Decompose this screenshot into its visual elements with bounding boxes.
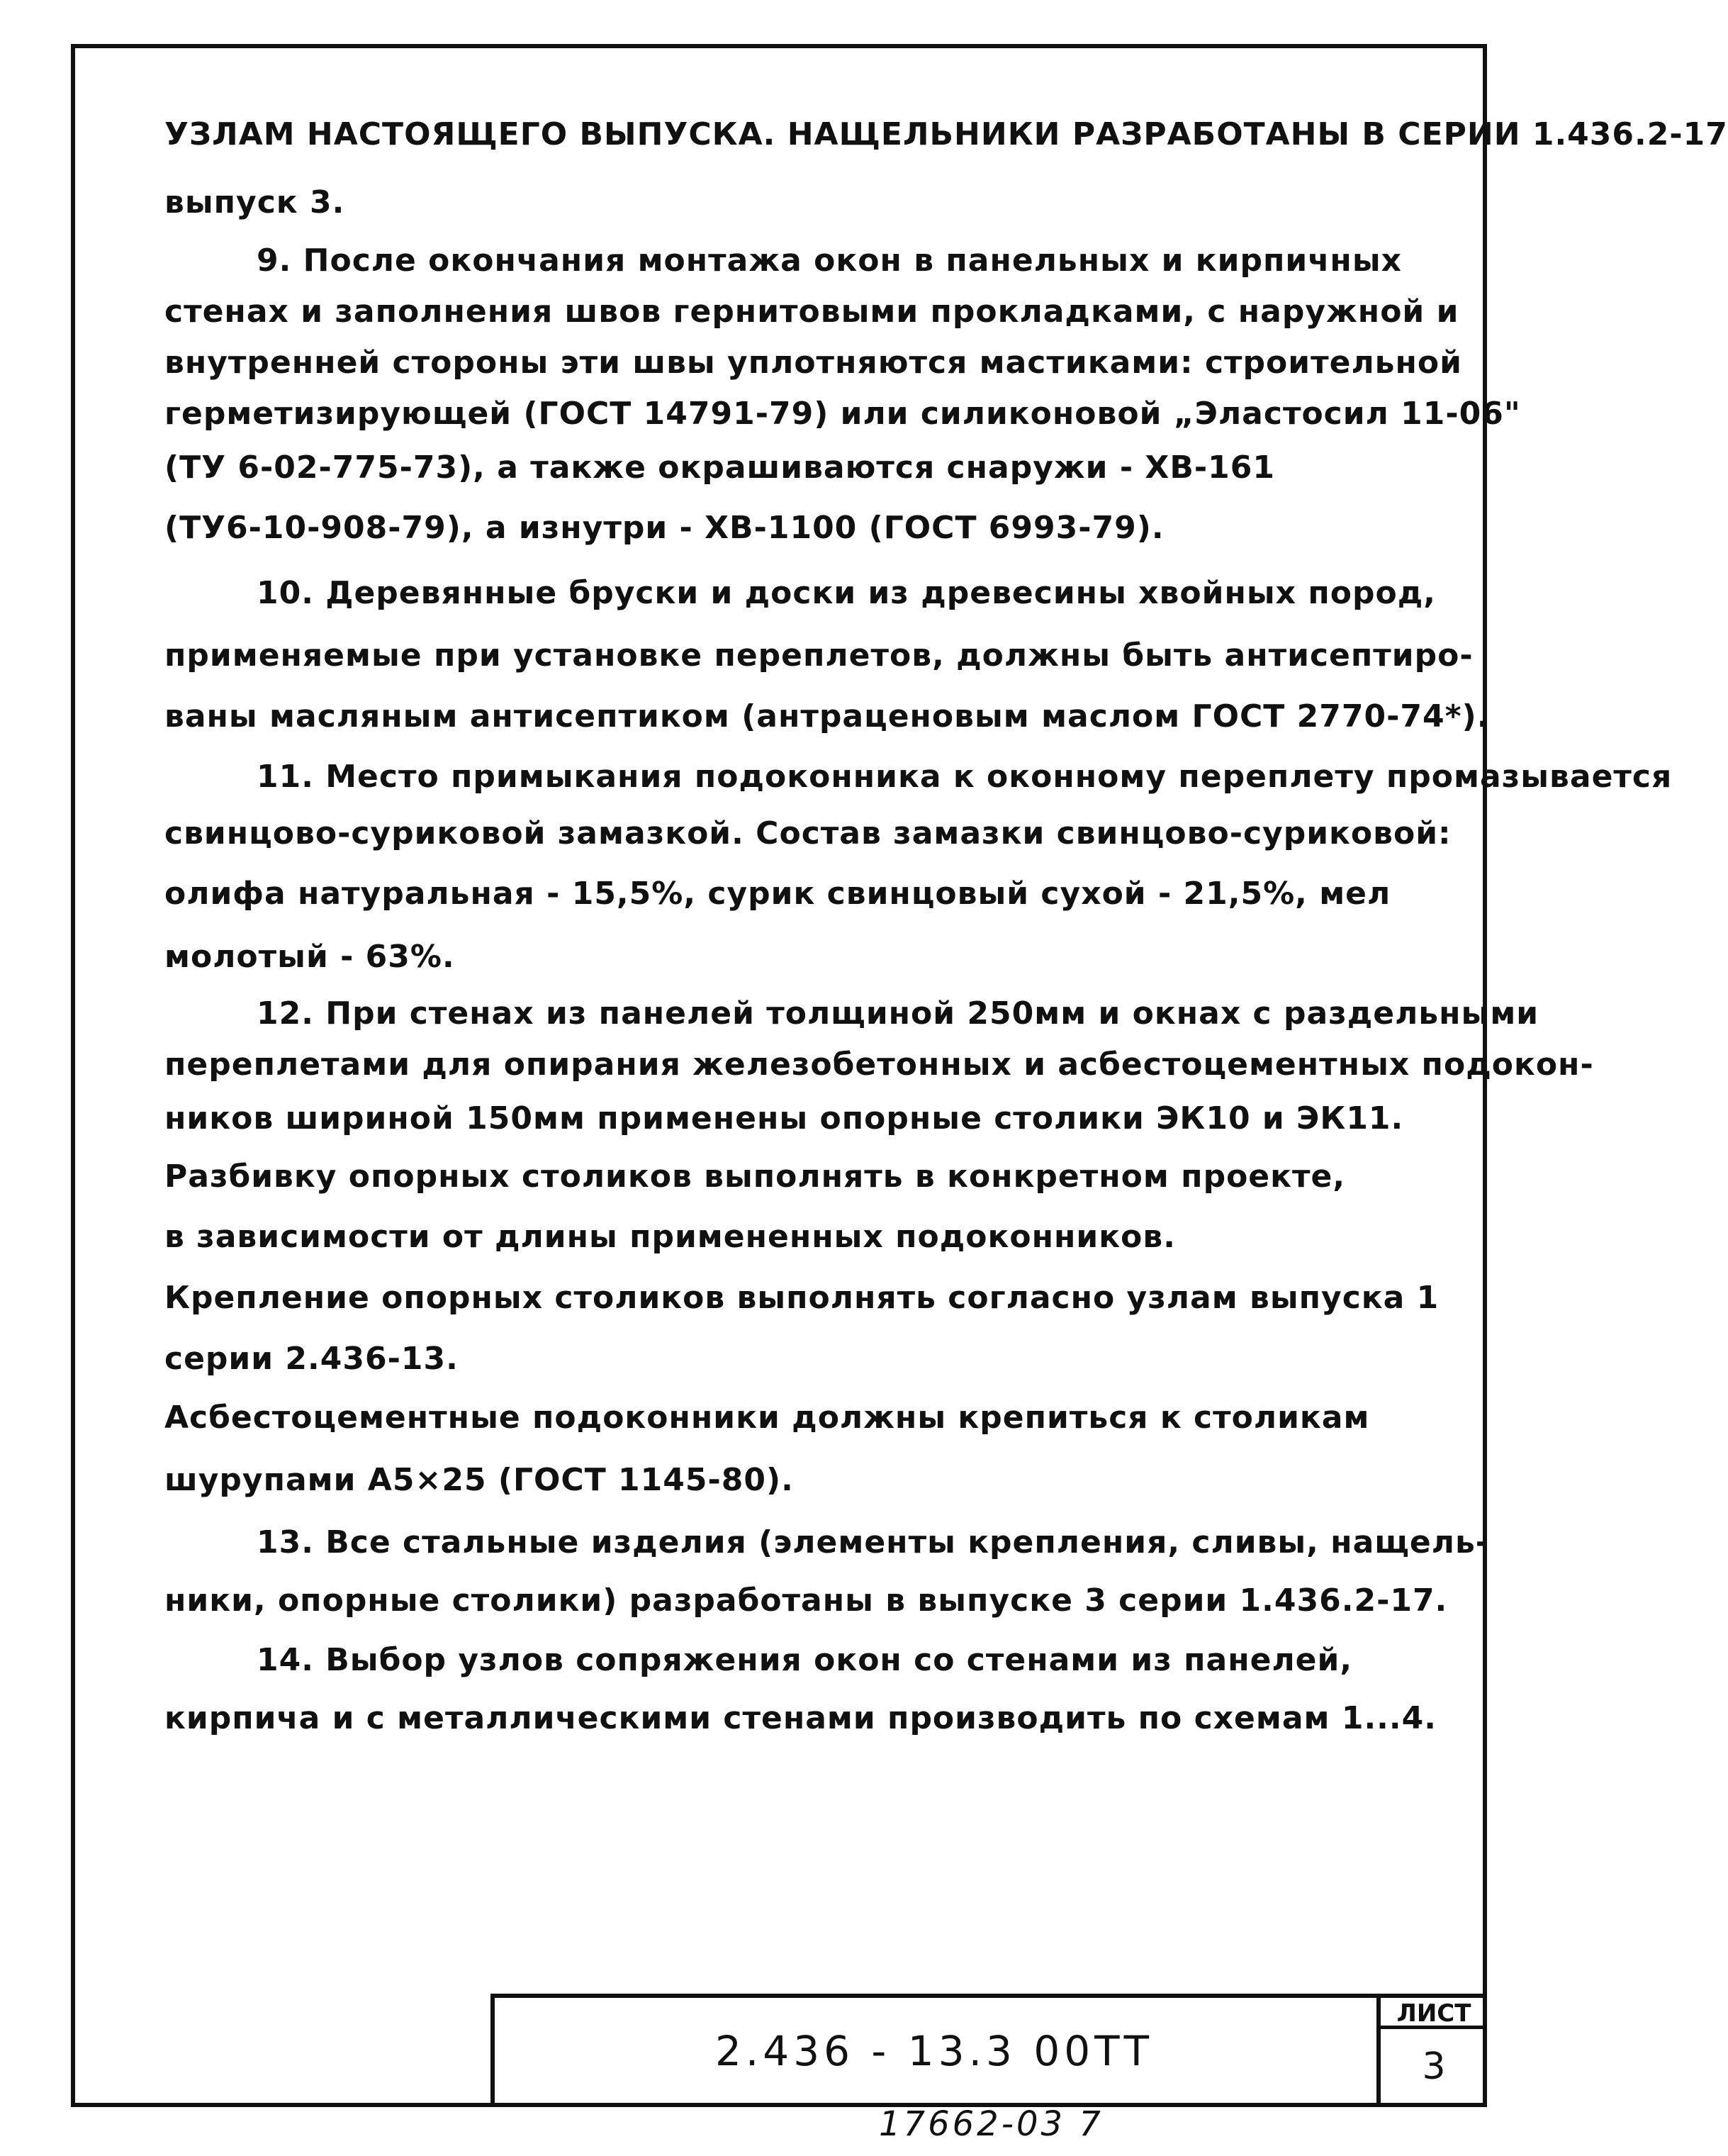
text-line: внутренней стороны эти швы уплотняются мастиками: строительной bbox=[164, 345, 1462, 381]
sheet-number: 3 bbox=[1422, 2045, 1446, 2088]
text-line: 13. Все стальные изделия (элементы крепления, сливы, нащель- bbox=[257, 1524, 1490, 1560]
text-line: УЗЛАМ НАСТОЯЩЕГО ВЫПУСКА. НАЩЕЛЬНИКИ РАЗРАБОТАНЫ В СЕРИИ 1.436.2-17 bbox=[164, 116, 1728, 152]
text-line: свинцово-суриковой замазкой. Состав замазки свинцово-суриковой: bbox=[164, 815, 1452, 851]
text-line: в зависимости от длины примененных подоконников. bbox=[164, 1219, 1176, 1255]
text-line: ников шириной 150мм применены опорные столики ЭК10 и ЭК11. bbox=[164, 1100, 1404, 1136]
text-line: стенах и заполнения швов гернитовыми прокладками, с наружной и bbox=[164, 294, 1459, 330]
text-line: ваны масляным антисептиком (антраценовым маслом ГОСТ 2770-74*). bbox=[164, 698, 1490, 735]
text-line: олифа натуральная - 15,5%, сурик свинцовый сухой - 21,5%, мел bbox=[164, 876, 1391, 912]
sheet-cell bbox=[1376, 1998, 1487, 2104]
text-line: шурупами А5×25 (ГОСТ 1145-80). bbox=[164, 1462, 794, 1498]
text-line: Асбестоцементные подоконники должны крепиться к столикам bbox=[164, 1400, 1370, 1436]
text-line: переплетами для опирания железобетонных и асбестоцементных подокон- bbox=[164, 1046, 1594, 1083]
text-line: (ТУ 6-02-775-73), а также окрашиваются снаружи - ХВ-161 bbox=[164, 449, 1275, 486]
document-body bbox=[164, 99, 1728, 1747]
text-line: герметизирующей (ГОСТ 14791-79) или силиконовой „Эластосил 11-06" bbox=[164, 396, 1521, 432]
title-block bbox=[490, 1994, 1483, 2104]
sheet-label: ЛИСТ bbox=[1381, 1998, 1487, 2029]
text-line: (ТУ6-10-908-79), а изнутри - ХВ-1100 (ГОСТ 6993-79). bbox=[164, 510, 1165, 546]
text-line: кирпича и с металлическими стенами производить по схемам 1...4. bbox=[164, 1700, 1437, 1736]
text-line: серии 2.436-13. bbox=[164, 1341, 459, 1377]
text-line: 12. При стенах из панелей толщиной 250мм и окнах с раздельными bbox=[257, 995, 1539, 1032]
text-line: Разбивку опорных столиков выполнять в конкретном проекте, bbox=[164, 1158, 1346, 1195]
text-line: 10. Деревянные бруски и доски из древесины хвойных пород, bbox=[257, 575, 1436, 611]
text-line: 14. Выбор узлов сопряжения окон со стенами из панелей, bbox=[257, 1642, 1353, 1678]
text-line: 11. Место примыкания подоконника к оконному переплету промазывается bbox=[257, 759, 1673, 795]
text-line: 9. После окончания монтажа окон в панельных и кирпичных bbox=[257, 242, 1402, 279]
inventory-stamp: 17662-03 7 bbox=[879, 2104, 1104, 2144]
document-code: 2.436 - 13.3 00ТТ bbox=[714, 2027, 1154, 2075]
text-line: молотый - 63%. bbox=[164, 939, 455, 975]
text-line: Крепление опорных столиков выполнять согласно узлам выпуска 1 bbox=[164, 1280, 1440, 1316]
text-line: применяемые при установке переплетов, должны быть антисептиро- bbox=[164, 637, 1474, 674]
text-line: ники, опорные столики) разработаны в выпуске 3 серии 1.436.2-17. bbox=[164, 1582, 1448, 1619]
text-line: выпуск 3. bbox=[164, 184, 345, 220]
